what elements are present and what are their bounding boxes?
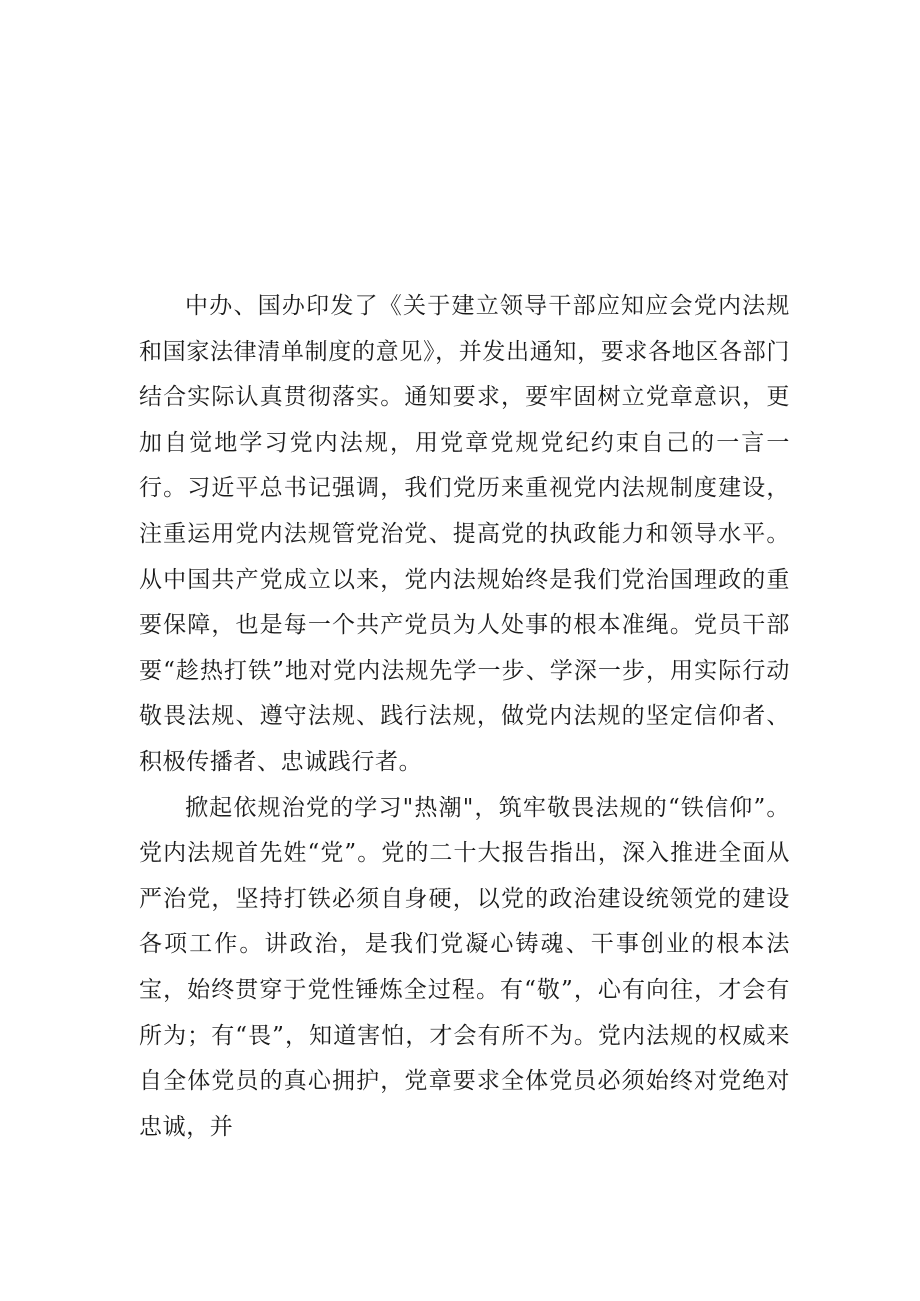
paragraph-2: 掀起依规治党的学习"热潮"，筑牢敬畏法规的“铁信仰”。党内法规首先姓“党”。党的二十大报告指出，深入推进全面从严治党，坚持打铁必须自身硬，以党的政治建设统领党的建设各项工作。讲政治，是我们党凝心铸魂、干事创业的根本法宝，始终贯穿于党性锤炼全过程。有“敬”，心有向往，才会有所为；有“畏”，知道害怕，才会有所不为。党内法规的权威来自全体党员的真心拥护，党章要求全体党员必须始终对党绝对忠诚，并 [139, 794, 790, 1140]
paragraph-1: 中办、国办印发了《关于建立领导干部应知应会党内法规和国家法律清单制度的意见》，并发出通知，要求各地区各部门结合实际认真贯彻落实。通知要求，要牢固树立党章意识，更加自觉地学习党内法规，用党章党规党纪约束自己的一言一行。习近平总书记强调，我们党历来重视党内法规制度建设，注重运用党内法规管党治党、提高党的执政能力和领导水平。从中国共产党成立以来，党内法规始终是我们党治国理政的重要保障，也是每一个共产党员为人处事的根本准绳。党员干部要“趁热打铁”地对党内法规先学一步、学深一步，用实际行动敬畏法规、遵守法规、践行法规，做党内法规的坚定信仰者、积极传播者、忠诚践行者。 [139, 293, 790, 775]
document-body [139, 284, 790, 1150]
